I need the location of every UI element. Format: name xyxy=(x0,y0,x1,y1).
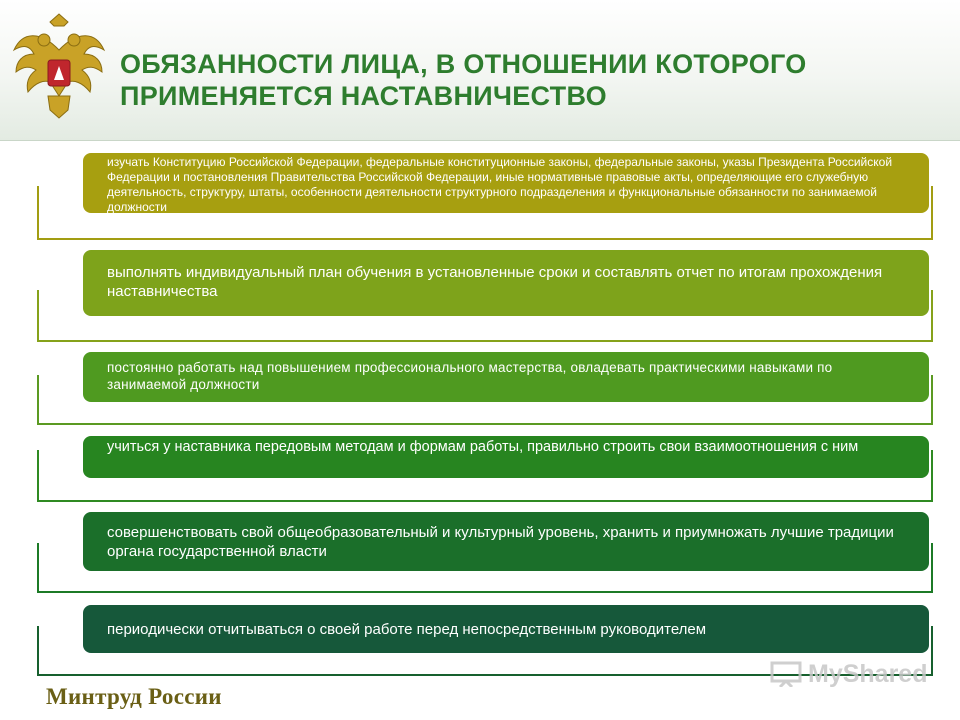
duty-item-3 xyxy=(83,352,929,402)
duty-text-1: изучать Конституцию Российской Федерации, федеральные конституционные законы, федеральные законы, указы Президента Российской Федерации и постановления Правительства Российской Федерации, иные нормативные правовые акты, определяющие его служебную деятельность, структуру, штаты, особенности деятельности структурного подразделения и функциональные обязанности по занимаемой должности xyxy=(107,155,893,214)
duty-text-6: периодически отчитываться о своей работе перед непосредственным руководителем xyxy=(107,620,707,638)
duty-text-2: выполнять индивидуальный план обучения в установленные сроки и составлять отчет по итогам прохождения наставничества xyxy=(107,264,883,300)
title-line-2: ПРИМЕНЯЕТСЯ НАСТАВНИЧЕСТВО xyxy=(120,81,607,111)
title-line-1: ОБЯЗАННОСТИ ЛИЦА, В ОТНОШЕНИИ КОТОРОГО xyxy=(120,49,807,79)
duty-item-2 xyxy=(83,250,929,316)
slide-header xyxy=(0,0,960,141)
duty-text-5: совершенствовать свой общеобразовательный и культурный уровень, хранить и приумножать лучшие традиции органа государственной власти xyxy=(107,524,894,560)
page-title xyxy=(120,48,940,112)
duty-item-5 xyxy=(83,512,929,571)
duty-item-4 xyxy=(83,436,929,478)
watermark xyxy=(770,659,927,689)
duty-item-1 xyxy=(83,153,929,213)
presentation-board-icon xyxy=(770,661,804,687)
mintrud-logo: Минтруд России xyxy=(46,684,222,709)
watermark-text: MyShared xyxy=(808,659,928,688)
duty-text-4: учиться у наставника передовым методам и формам работы, правильно строить свои взаимоотношения с ним xyxy=(107,439,859,455)
duty-item-6 xyxy=(83,605,929,653)
duty-text-3: постоянно работать над повышением профессионального мастерства, овладевать практическими навыками по занимаемой должности xyxy=(107,360,833,392)
double-headed-eagle-icon xyxy=(10,10,108,125)
